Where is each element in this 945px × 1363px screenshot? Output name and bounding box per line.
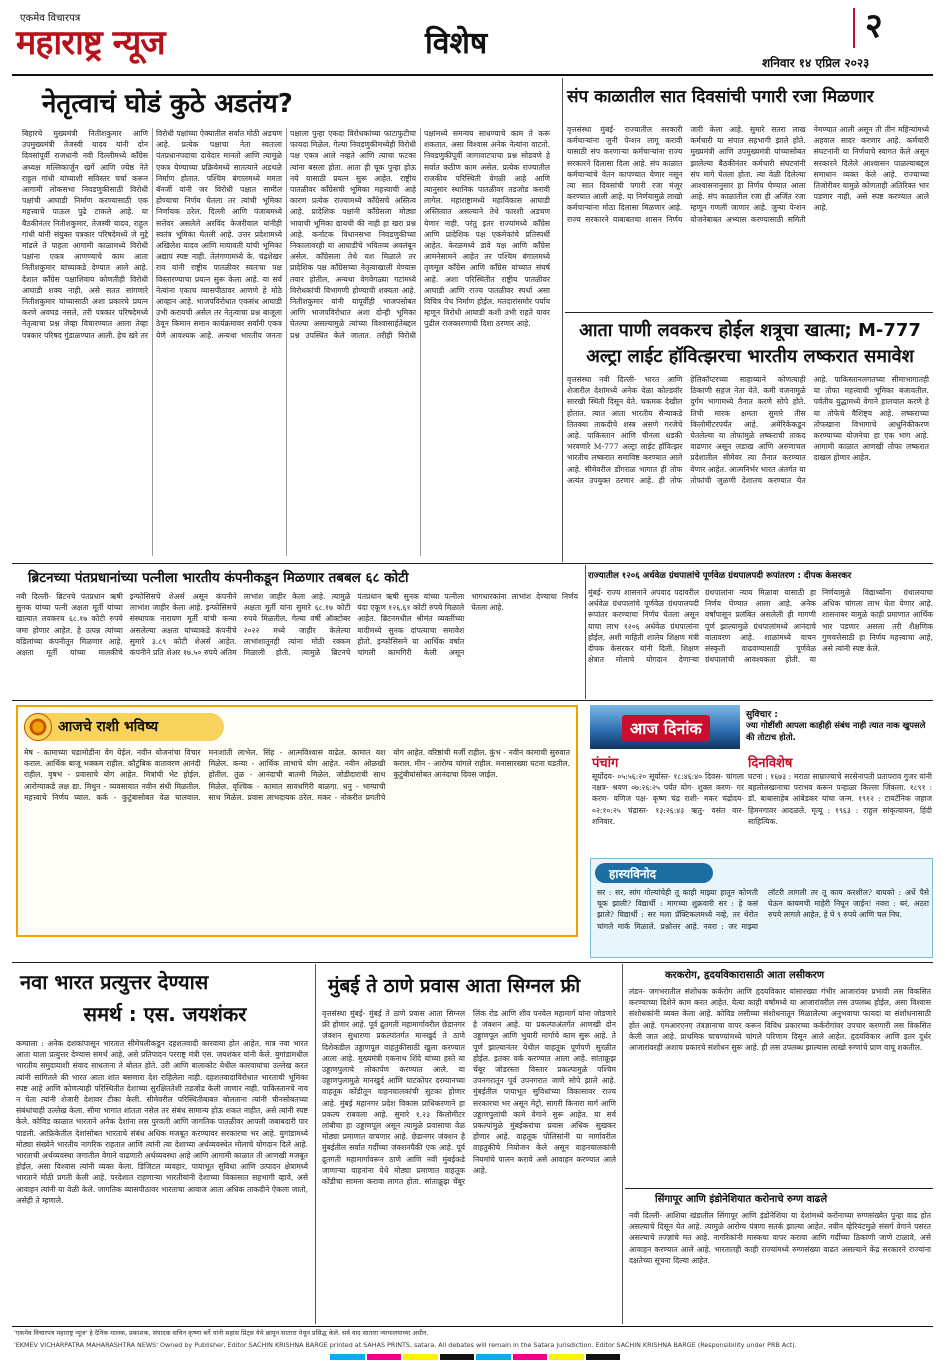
divider-vertical-top xyxy=(562,78,563,562)
divider-row-3 xyxy=(12,700,933,701)
masthead-tagline: एकमेव विचारपत्र xyxy=(20,13,81,24)
article-mumbai xyxy=(318,964,618,1324)
headline-granth: राज्यातील १२०६ अर्धवेळ ग्रंथपालांचे पूर्णवेळ ग्रंथपालपदी रूपांतरण : दीपक केसरकर xyxy=(588,571,852,581)
body-m777: वृत्तसंस्था नवी दिल्ली- भारत आणि शेजारील देशांमध्ये अनेक वेळा कोल्डवॉर सारखी स्थिती दिसून येते. चकमक देखील होतात. त्यात आता भारतीय सैन्याकडे तितक्या ताकदीचे शस्त्र असणे गरजेचे आहे. पाकिस्तान आणि चीनला धडकी भरवणारे M-777 अल्ट्रा लाईट हॉवित्झर भारतीय लष्करात समाविष्ट करण्यात आले आहे. सीमेवरील डोंगराळ भागात ही तोफ अत्यंत उपयुक्त ठरणार आहे. ही तोफ हेलिकॉप्टरच्या साहाय्याने कोणत्याही ठिकाणी सहज नेता येते. कमी वजनामुळे दुर्गम भागामध्ये तैनात करणे सोपे होते. तिची मारक क्षमता सुमारे तीस किलोमीटरपर्यंत आहे. अमेरिकेकडून घेतलेल्या या तोफांमुळे लष्कराची ताकद वाढणार असून लडाख आणि अरुणाचल प्रदेशातील सीमेवर त्या तैनात करण्यात येणार आहेत. आत्मनिर्भर भारत अंतर्गत या तोफांची जुळणी देशातच करण्यात येत आहे. पाकिस्तानलगतच्या सीमाभागातही या तोफा महत्त्वाची भूमिका बजावतील. पर्वतीय युद्धामध्ये वेगाने हालचाल करणे हे या तोफेचे वैशिष्ट्य आहे. लष्कराच्या तोफखाना विभागाचे आधुनिकीकरण करण्याच्या योजनेचा हा एक भाग आहे. आगामी काळात आणखी तोफा लष्करात दाखल होणार आहेत. xyxy=(567,375,929,485)
divider-jaishankar xyxy=(315,964,316,1324)
aaj-heading: आज दिनांक xyxy=(622,715,710,741)
article-britain xyxy=(12,565,582,698)
headline-jaishankar-1: नवा भारत प्रत्युत्तर देण्यास xyxy=(20,970,209,994)
panchang-text: सूर्योदय- ०५:५६:२० सूर्यास्त- १८:४६:४० दिवस- चांगला नक्षत्र- श्रवण ०७:२६:२५ पर्यंत योग- शुक्ल करण- गर करण- वणिज पक्ष- कृष्ण चंद्र राशी- मकर चंद्रोदय- ०२:१०:२५ चंद्रास्त- १३:२६:४३ ऋतु- वसंत वार- शनिवार. xyxy=(592,772,744,826)
suvichar-text: ज्या गोष्टींशी आपला काहीही संबंध नाही त्यात नाक खुपसले की तोटाच होतो. xyxy=(746,720,926,742)
article-strike xyxy=(565,78,933,310)
footer-english: 'EKMEV VICHARPATRA MAHARASHTRA NEWS' Owned by Publisher, Editor SACHIN KRISHNA BARGE printed at SAHAS PRINTS, satara. All debates will remain in the Satara jurisdiction. Editor SACHIN KRISHNA BARGE (Responsibility under PRB Act). xyxy=(14,1341,797,1349)
page-number: २ xyxy=(865,6,883,46)
headline-m777: आता पाणी लवकरच होईल शत्रूचा खात्मा; M-777 अल्ट्रा लाईट हॉवित्झरचा भारतीय लष्करात समावेश xyxy=(579,320,921,367)
article-singapore xyxy=(625,1190,933,1324)
body-singapore: नवी दिल्ली- आशिया खंडातील सिंगापूर आणि इंडोनेशिया या देशांमध्ये करोनाच्या रुग्णसंख्येत पुन्हा वाढ होत असल्याचे दिसून येत आहे. त्यामुळे आरोग्य यंत्रणा सतर्क झाल्या आहेत. नवीन व्हेरियंटमुळे संसर्ग वेगाने पसरत असल्याचे तज्ज्ञांचे मत आहे. नागरिकांनी मास्कचा वापर करावा आणि गर्दीच्या ठिकाणी जाणे टाळावे, असे आवाहन करण्यात आले आहे. भारतातही काही राज्यांमध्ये रुग्णसंख्या वाढत असल्याने केंद्र सरकारने राज्यांना दक्षतेच्या सूचना दिल्या आहेत. xyxy=(629,1211,931,1265)
footer-rule xyxy=(12,1326,933,1327)
headline-strike: संप काळातील सात दिवसांची पगारी रजा मिळणार xyxy=(567,87,874,107)
body-jaishankar: कम्पाला : अनेक दशकांपासून भारतात सीमेपलीकडून दहशतवादी कारवाया होत आहेत, मात्र नवा भारत आता याला प्रत्युत्तर देण्यास समर्थ आहे, असे प्रतिपादन परराष्ट्र मंत्री एस. जयशंकर यांनी केले. युगांडामधील भारतीय समुदायाशी संवाद साधताना ते बोलत होते. उरी आणि बालाकोट येथील कारवायांचा उल्लेख करत त्यांनी सांगितले की भारत आता शांत बसणारा देश राहिलेला नाही. दहशतवादाविरोधात भारताची भूमिका स्पष्ट आहे आणि कोणत्याही परिस्थितीत देशाच्या सुरक्षिततेशी तडजोड केली जाणार नाही. पाकिस्तानचे नाव न घेता त्यांनी शेजारी देशावर टीका केली. सीमेवरील परिस्थितीबाबत बोलताना त्यांनी चीनसोबतच्या संबंधांचाही उल्लेख केला. सीमा भागात शांतता नसेल तर संबंध सामान्य होऊ शकत नाहीत, असे त्यांनी स्पष्ट केले. कोविड काळात भारताने अनेक देशांना लस पुरवली आणि जागतिक पातळीवर आपली जबाबदारी पार पाडली. आफ्रिकेतील देशांसोबत भारताचे संबंध अधिक मजबूत करण्यावर सरकारचा भर आहे. युगांडामध्ये मोठ्या संख्येने भारतीय नागरिक राहतात आणि त्यांनी त्या देशाच्या अर्थव्यवस्थेत मोलाचे योगदान दिले आहे. भारताची अर्थव्यवस्था जगातील वेगाने वाढणारी अर्थव्यवस्था आहे आणि आगामी काळात ती आणखी मजबूत होईल, असा विश्वास त्यांनी व्यक्त केला. डिजिटल व्यवहार, पायाभूत सुविधा आणि उत्पादन क्षेत्रामध्ये भारताने मोठी प्रगती केली आहे. परदेशात राहणाऱ्या भारतीयांनी देशाच्या विकासात सहभागी व्हावे, असे आवाहन त्यांनी या वेळी केले. जागतिक व्यासपीठावर भारताचा आवाज आता अधिक ताकदीने ऐकला जातो, असेही ते म्हणाले. xyxy=(16,1039,308,1205)
reg-mark xyxy=(440,1354,475,1360)
headline-leadership: नेतृत्वाचं घोडं कुठे अडतंय? xyxy=(42,89,293,119)
reg-mark xyxy=(367,1354,402,1360)
hasya-heading: हास्यविनोद xyxy=(609,867,657,881)
divider-strike xyxy=(565,312,933,313)
headline-cancer-vaccine: करकरोग, हृदयविकारासाठी आता लसीकरण xyxy=(665,970,825,981)
body-strike: वृत्तसंस्था मुंबई- राज्यातील सरकारी कर्मचाऱ्यांना जुनी पेन्शन लागू करावी यासाठी संप करणाऱ्या कर्मचाऱ्यांना राज्य सरकारने दिलासा दिला आहे. संप काळात कर्मचाऱ्यांचे वेतन कापण्यात येणार नसून त्या सात दिवसांची पगारी रजा मंजूर करण्यात आली आहे. या निर्णयामुळे लाखो कर्मचाऱ्यांना मोठा दिलासा मिळणार आहे. राज्य सरकारने याबाबतचा शासन निर्णय जारी केला आहे. सुमारे सतरा लाख कर्मचारी या संपात सहभागी झाले होते. मुख्यमंत्री आणि उपमुख्यमंत्री यांच्यासोबत झालेल्या बैठकीनंतर कर्मचारी संघटनांनी संप मागे घेतला होता. त्या वेळी दिलेल्या आश्वासनानुसार हा निर्णय घेण्यात आला आहे. संप काळातील रजा ही अर्जित रजा म्हणून गणली जाणार आहे. जुन्या पेन्शन योजनेबाबत अभ्यास करण्यासाठी समिती नेमण्यात आली असून ती तीन महिन्यांमध्ये अहवाल सादर करणार आहे. कर्मचारी संघटनांनी या निर्णयाचे स्वागत केले असून सरकारने दिलेले आश्वासन पाळल्याबद्दल समाधान व्यक्त केले आहे. राज्याच्या तिजोरीवर यामुळे कोणताही अतिरिक्त भार पडणार नाही, असे स्पष्ट करण्यात आले आहे. xyxy=(567,125,929,224)
divider-row-2 xyxy=(12,563,933,564)
footer-marathi: 'एकमेव विचारपत्र महाराष्ट्र न्यूज' हे दैनिक मालक, प्रकाशक, संपादक सचिन कृष्णा बर्गे यांनी सहास प्रिंट्स येथे छापून सातारा येथून प्रसिद्ध केले. सर्व वाद सातारा न्यायालयाच्या अधीन. xyxy=(14,1329,429,1337)
body-cancer-vaccine: लंडन- जगभरातील संशोधक कर्करोग आणि हृदयविकार यांसारख्या गंभीर आजारांवर प्रभावी लस विकसित करण्याच्या दिशेने काम करत आहेत. येत्या काही वर्षांमध्ये या आजारांवरील लस उपलब्ध होईल, असा विश्वास संशोधकांनी व्यक्त केला आहे. कोविड लसीच्या संशोधनातून मिळालेल्या अनुभवाचा फायदा या संशोधनासाठी होत आहे. एमआरएनए तंत्रज्ञानाचा वापर करून विविध प्रकारच्या कर्करोगांवर उपचार करणारी लस विकसित केली जात आहे. प्राथमिक चाचण्यांमध्ये चांगले परिणाम दिसून आले आहेत. हृदयविकार आणि इतर दुर्धर आजारांवरही अशाच प्रकारचे संशोधन सुरू आहे. ही लस उपलब्ध झाल्यास लाखो रुग्णांचे प्राण वाचू शकतील. xyxy=(629,987,931,1053)
divider-corona xyxy=(625,1188,933,1189)
headline-singapore: सिंगापूर आणि इंडोनेशियात करोनाचे रुग्ण वाढले xyxy=(655,1194,828,1205)
rashi-heading: आजचे राशी भविष्य xyxy=(58,719,159,735)
section-title: विशेष xyxy=(425,26,488,61)
masthead xyxy=(0,0,945,80)
body-leadership: बिहारचे मुख्यमंत्री नितीशकुमार आणि उपमुख्यमंत्री तेजस्वी यादव यांनी दोन दिवसांपूर्वी राजधानी नवी दिल्लीमध्ये काँग्रेस अध्यक्ष मल्लिकार्जुन खर्गे आणि ज्येष्ठ नेते राहुल गांधी यांच्याशी सविस्तर चर्चा करून आगामी लोकसभा निवडणुकीसाठी विरोधी पक्षांची आघाडी निर्माण करण्यासाठी एक महत्त्वाचे पाऊल पुढे टाकले आहे. या बैठकीनंतर नितीशकुमार, तेजस्वी यादव, राहुल गांधी यांनी संयुक्त पत्रकार परिषदेमध्ये जे मुद्दे मांडले ते पाहता आगामी काळामध्ये विरोधी पक्षांना एकत्र आणण्याचे काम आता नितीशकुमार यांच्याकडे देण्यात आले आहे. देशात काँग्रेस पक्षाशिवाय कोणतीही विरोधी आघाडी शक्य नाही, असे सतत सांगणारे नितीशकुमार यांच्यासाठी अशा प्रकारचे प्रयत्न करणे अवघड नसले, तरी पत्रकार परिषदेमध्ये नेतृत्वाचा प्रश्न जेव्हा विचारण्यात आला तेव्हा पत्रकार परिषद गुंडाळण्यात आली. हेच खरे तर विरोधी पक्षांच्या ऐक्यातील सर्वात मोठी अडचण आहे. प्रत्येक पक्षाचा नेता स्वतःला पंतप्रधानपदाचा दावेदार मानतो आणि त्यामुळे एकत्र येण्याच्या प्रक्रियेमध्ये सातत्याने अडथळे निर्माण होतात. पश्चिम बंगालमध्ये ममता बॅनर्जी यांनी जर विरोधी पक्षात सामील होण्याचा निर्णय घेतला तर त्यांची भूमिका निर्णायक ठरेल. दिल्ली आणि पंजाबमध्ये सत्तेवर असलेले अरविंद केजरीवाल यांनीही स्वतंत्र भूमिका घेतली आहे. उत्तर प्रदेशामध्ये अखिलेश यादव आणि मायावती यांची भूमिका अद्याप स्पष्ट नाही. तेलंगणामध्ये के. चंद्रशेखर राव यांनी राष्ट्रीय पातळीवर स्वतःचा पक्ष विस्तारण्याचा प्रयत्न सुरू केला आहे. या सर्व नेत्यांना एकाच व्यासपीठावर आणणे हे मोठे आव्हान आहे. भाजपविरोधात एकसंध आघाडी उभी करायची असेल तर नेतृत्वाचा प्रश्न बाजूला ठेवून किमान समान कार्यक्रमावर सर्वांनी एकत्र येणे आवश्यक आहे. अन्यथा भारतीय जनता पक्षाला पुन्हा एकदा विरोधकांच्या फाटाफुटीचा फायदा मिळेल. गेल्या निवडणुकीमध्येही विरोधी पक्ष एकत्र आले नव्हते आणि त्याचा फटका त्यांना बसला होता. आता ही चूक पुन्हा होऊ नये यासाठी प्रयत्न सुरू आहेत. राष्ट्रीय पातळीवर काँग्रेसची भूमिका महत्त्वाची आहे कारण प्रत्येक राज्यामध्ये काँग्रेसचे अस्तित्व आहे. प्रादेशिक पक्षांनी काँग्रेसला मोठ्या भावाची भूमिका द्यायची की नाही हा खरा प्रश्न आहे. कर्नाटक विधानसभा निवडणुकीच्या निकालावरही या आघाडीचे भवितव्य अवलंबून असेल. काँग्रेसला तेथे यश मिळाले तर प्रादेशिक पक्ष काँग्रेसच्या नेतृत्वाखाली येण्यास तयार होतील, अन्यथा वेगवेगळ्या गटांमध्ये विरोधकांची विभागणी होण्याची शक्यता आहे. नितीशकुमार यांनी यापूर्वीही भाजपसोबत आणि भाजपविरोधात अशा दोन्ही भूमिका घेतल्या असल्यामुळे त्यांच्या विश्वासार्हतेबद्दल प्रश्न उपस्थित केले जातात. तरीही विरोधी पक्षांमध्ये समन्वय साधण्याचे काम ते करू शकतात, असा विश्वास अनेक नेत्यांना वाटतो. निवडणुकीपूर्वी जागावाटपाचा प्रश्न सोडवणे हे सर्वात कठीण काम असेल. प्रत्येक राज्यातील राजकीय परिस्थिती वेगळी आहे आणि त्यानुसार स्थानिक पातळीवर तडजोड करावी लागेल. महाराष्ट्रामध्ये महाविकास आघाडी अस्तित्वात असल्याने तेथे फारशी अडचण येणार नाही, परंतु इतर राज्यांमध्ये काँग्रेस आणि प्रादेशिक पक्ष एकमेकांचे प्रतिस्पर्धी आहेत. केरळमध्ये डावे पक्ष आणि काँग्रेस आमनेसामने आहेत तर पश्चिम बंगालमध्ये तृणमूल काँग्रेस आणि काँग्रेस यांच्यात संघर्ष आहे. अशा परिस्थितीत राष्ट्रीय पातळीवर आघाडी आणि राज्य पातळीवर स्पर्धा असा विचित्र पेच निर्माण होईल. मतदारांसमोर पर्याय म्हणून विरोधी आघाडी कशी उभी राहते यावर पुढील राजकारणाची दिशा ठरणार आहे. xyxy=(22,129,550,340)
hasya-body: सर : सर, सांग गोल्यांचेही तू काही माझ्या हातून कोणती चूक झाली? विद्यार्थी : मागच्या शुक्रवारी सर : हे कसं झाले? विद्यार्थी : सर मला प्रॅक्टिकलमध्ये नव्हे, तर थेरोत चांगले मार्क मिळाले. प्रश्नोत्तर आहे. नवरा : जर माझ्या लॉटरी लागली तर तू काय करशील? बायको : अर्धे पैसे घेऊन कायमची माहेरी निघून जाईन! नवरा : बरं, अठरा रुपये लागले आहेत, हे घे ९ रुपये आणि चल निघ. xyxy=(597,888,929,931)
reg-mark xyxy=(476,1354,511,1360)
rashi-box xyxy=(16,705,578,937)
suvichar-label: सुविचार : xyxy=(746,710,778,720)
divider-mumbai xyxy=(622,964,623,1324)
zodiac-wheel-icon xyxy=(24,713,52,741)
dinvishesh-text: घटना : १६७३ : मराठा साम्राज्याचे सरसेनापती प्रतापराव गुजर यांनी बहलोलखानाचा पराभव करून पन्हाळा किल्ला जिंकला. १८९१ : डॉ. बाबासाहेब आंबेडकर यांचा जन्म. १९१२ : टायटॅनिक जहाज हिमनगावर आदळले. मृत्यू : १९६३ : राहुल सांकृत्यायन, हिंदी साहित्यिक. xyxy=(748,772,932,826)
aaj-dinank-box xyxy=(590,705,933,853)
reg-mark xyxy=(403,1354,438,1360)
headline-mumbai: मुंबई ते ठाणे प्रवास आता सिग्नल फ्री xyxy=(328,975,581,997)
registration-marks xyxy=(330,1354,620,1360)
rashi-body: मेष - कामाच्या घडामोडींना वेग येईल. नवीन योजनांचा विचार कराल. आर्थिक बाजू भक्कम राहील. कौटुंबिक वातावरण आनंदी राहील. वृषभ - प्रवासाचे योग आहेत. मित्रांची भेट होईल. आरोग्याकडे लक्ष द्या. मिथुन - व्यवसायात नवीन संधी मिळतील. महत्त्वाचे निर्णय घ्याल. कर्क - कुटुंबासोबत वेळ घालवाल. मनःशांती लाभेल. सिंह - आत्मविश्वास वाढेल. कामात यश मिळेल. कन्या - आर्थिक लाभाचे योग आहेत. नवीन ओळखी होतील. तुळ - आनंदाची बातमी मिळेल. जोडीदाराची साथ मिळेल. वृश्चिक - कामात सावधगिरी बाळगा. धनु - भाग्याची साथ मिळेल. प्रवास लाभदायक ठरेल. मकर - नोकरीत प्रगतीचे योग आहेत. वरिष्ठांची मर्जी राहील. कुंभ - नवीन कामाची सुरुवात कराल. मीन - आरोग्य चांगले राहील. मनासारख्या घटना घडतील. कुटुंबीयांसोबत आनंदाचा दिवस जाईल. xyxy=(24,748,570,802)
reg-mark xyxy=(549,1354,584,1360)
issue-date: शनिवार १४ एप्रिल २०२३ xyxy=(762,56,870,70)
body-granth: मुंबई- राज्य शासनाने अपवाद पदावरील अर्धवेळ ग्रंथपालांचे पूर्णवेळ ग्रंथपालपदी रूपांतर करण्याचा निर्णय घेतला असून याचा लाभ १२०६ अर्धवेळ ग्रंथपालांना होईल, अशी माहिती शालेय शिक्षण मंत्री दीपक केसरकर यांनी दिली. शिक्षण क्षेत्रात मोलाचे योगदान देणाऱ्या ग्रंथपालांना न्याय मिळावा यासाठी हा निर्णय घेण्यात आला आहे. अनेक वर्षांपासून प्रलंबित असलेली ही मागणी पूर्ण झाल्यामुळे ग्रंथपालांमध्ये आनंदाचे वातावरण आहे. शाळांमध्ये वाचन संस्कृती वाढवण्यासाठी पूर्णवेळ ग्रंथपालांची आवश्यकता होती. या निर्णयामुळे विद्यार्थ्यांना ग्रंथालयाचा अधिक चांगला लाभ घेता येणार आहे. शासनावर यामुळे काही प्रमाणात आर्थिक भार पडणार असला तरी शैक्षणिक गुणवत्तेसाठी हा निर्णय महत्त्वाचा आहे, असे त्यांनी स्पष्ट केले. xyxy=(588,588,933,665)
body-mumbai: वृत्तसंस्था मुंबई- मुंबई ते ठाणे प्रवास आता सिग्नल फ्री होणार आहे. पूर्व द्रुतगती महामार्गावरील छेडानगर जंक्शन सुधारणा प्रकल्पांतर्गत मानखुर्द ते ठाणे दिशेकडील उड्डाणपूल वाहतुकीसाठी खुला करण्यात आला आहे. मुख्यमंत्री एकनाथ शिंदे यांच्या हस्ते या उड्डाणपुलाचे लोकार्पण करण्यात आले. या उड्डाणपुलामुळे मानखुर्द आणि घाटकोपर दरम्यानच्या वाहतूक कोंडीतून वाहनचालकांची सुटका होणार आहे. मुंबई महानगर प्रदेश विकास प्राधिकरणाने हा प्रकल्प राबवला आहे. सुमारे १.२३ किलोमीटर लांबीचा हा उड्डाणपूल असून त्यामुळे प्रवासाचा वेळ मोठ्या प्रमाणात वाचणार आहे. छेडानगर जंक्शन हे मुंबईतील सर्वात गर्दीच्या जंक्शनपैकी एक आहे. पूर्व द्रुतगती महामार्गावरून ठाणे आणि नवी मुंबईकडे जाणाऱ्या वाहनांना येथे मोठ्या प्रमाणात वाहतूक कोंडीचा सामना करावा लागत होता. सांताक्रूझ चेंबूर लिंक रोड आणि शीव पनवेल महामार्ग यांना जोडणारे हे जंक्शन आहे. या प्रकल्पाअंतर्गत आणखी दोन उड्डाणपूल आणि भुयारी मार्गाचे काम सुरू आहे. ते पूर्ण झाल्यानंतर येथील वाहतूक पूर्णपणे सुरळीत होईल. इतका वर्क करण्यात आला आहे. सांताक्रूझ चेंबूर जोडरस्ता विस्तार प्रकल्पामुळे पश्चिम उपनगरातून पूर्व उपनगरात जाणे सोपे झाले आहे. मुंबईतील पायाभूत सुविधांच्या विकासावर राज्य सरकारचा भर असून मेट्रो, सागरी किनारा मार्ग आणि उड्डाणपुलांची कामे वेगाने सुरू आहेत. या सर्व प्रकल्पांमुळे मुंबईकरांचा प्रवास अधिक सुखकर होणार आहे. वाहतूक पोलिसांनी या मार्गावरील वाहतुकीचे नियोजन केले असून वाहनचालकांनी नियमांचे पालन करावे असे आवाहन करण्यात आले आहे. xyxy=(322,1009,616,1187)
reg-mark xyxy=(586,1354,621,1360)
masthead-title: महाराष्ट्र न्यूज xyxy=(16,23,165,63)
article-cancer-vaccine xyxy=(625,964,933,1186)
headline-britain: ब्रिटनच्या पंतप्रधानांच्या पत्नीला भारतीय कंपनीकडून मिळणार तबबल ६८ कोटी xyxy=(28,570,409,586)
article-leadership xyxy=(12,78,560,561)
hasya-box xyxy=(590,858,933,958)
masthead-divider xyxy=(853,8,855,48)
article-m777 xyxy=(565,314,933,562)
reg-mark xyxy=(330,1354,365,1360)
panchang-label: पंचांग xyxy=(592,756,619,771)
headline-jaishankar-2: समर्थ : एस. जयशंकर xyxy=(83,1002,247,1026)
divider-britain xyxy=(585,565,586,699)
body-britain: नवी दिल्ली- ब्रिटनचे पंतप्रधान ऋषी सुनक यांच्या पत्नी अक्षता मूर्ती यांच्या खात्यात लवकरच ६८.१७ कोटी रुपये जमा होणार आहेत. हे उत्पन्न त्यांच्या वडिलांच्या कंपनीतून मिळणार आहे. अक्षता मूर्ती यांच्या मालकीचे इन्फोसिसचे शेअर्स असून कंपनीने लाभांश जाहीर केला आहे. इन्फोसिसचे संस्थापक नारायण मूर्ती यांची कन्या असलेल्या अक्षता यांच्याकडे कंपनीचे सुमारे ३.८९ कोटी शेअर्स आहेत. कंपनीने प्रति शेअर १७.५० रुपये अंतिम लाभांश जाहीर केला आहे. त्यामुळे अक्षता मूर्ती यांना सुमारे ६८.१७ कोटी रुपये मिळतील. गेल्या वर्षी ऑक्टोबर २०२२ मध्ये जाहीर केलेल्या लाभांशातूनही त्यांना मोठी रक्कम मिळाली होती. त्यामुळे ब्रिटनचे पंतप्रधान ऋषी सुनक यांच्या पत्नीला यंदा एकूण १२६.६१ कोटी रुपये मिळाले आहेत. ब्रिटनमधील श्रीमंत व्यक्तींच्या यादीमध्ये सुनक दांपत्याचा समावेश होतो. इन्फोसिसने या आर्थिक वर्षात चांगली कामगिरी केली असून भागधारकांना लाभांश देण्याचा निर्णय घेतला आहे. xyxy=(16,592,578,658)
article-granth xyxy=(588,565,933,698)
article-jaishankar xyxy=(12,964,312,1324)
reg-mark xyxy=(513,1354,548,1360)
dinvishesh-label: दिनविशेष xyxy=(748,756,793,771)
masthead-rule xyxy=(12,74,933,76)
divider-row-4 xyxy=(12,962,933,963)
